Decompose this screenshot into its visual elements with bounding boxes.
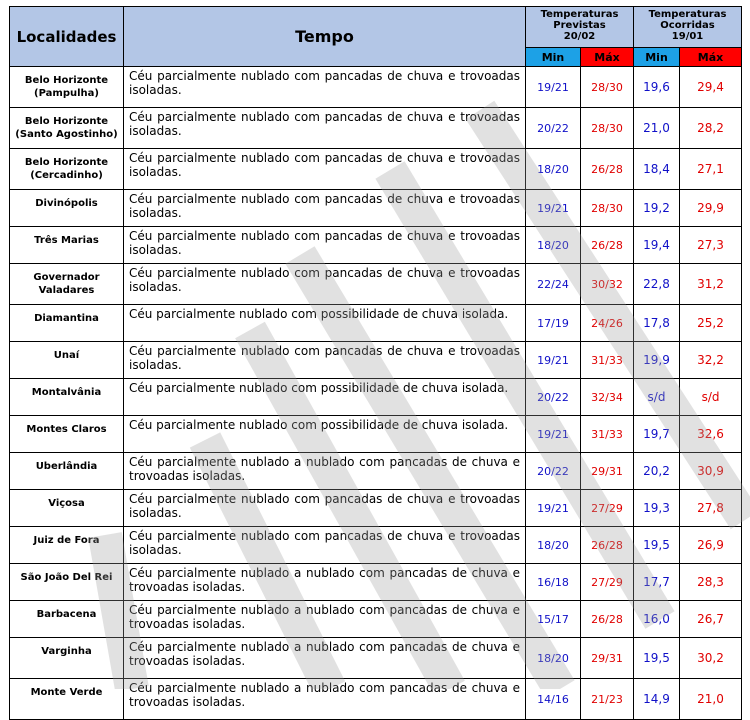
cell-prev-max: 27/29 [581,490,634,527]
cell-localidade [10,453,124,490]
cell-prev-max: 28/30 [581,67,634,108]
table-row [10,190,742,227]
cell-prev-min: 19/21 [526,67,581,108]
cell-occ-max: 21,0 [680,679,742,720]
table-row [10,527,742,564]
cell-occ-min: 21,0 [634,108,680,149]
table-row [10,564,742,601]
localidade-line1: Belo Horizonte [24,157,109,168]
cell-prev-max: 26/28 [581,527,634,564]
cell-prev-min: 22/24 [526,264,581,305]
cell-occ-max: 25,2 [680,305,742,342]
cell-occ-max: 27,1 [680,149,742,190]
cell-occ-min: 18,4 [634,149,680,190]
table-body [10,67,742,720]
cell-occ-min: s/d [634,379,680,416]
table-row [10,264,742,305]
cell-prev-min: 15/17 [526,601,581,638]
cell-localidade [10,379,124,416]
header-ocorridas-date: 19/01 [671,31,704,42]
cell-prev-min: 18/20 [526,227,581,264]
localidade-line1: São João Del Rei [20,572,113,583]
cell-prev-max: 24/26 [581,305,634,342]
table-row [10,490,742,527]
cell-prev-min: 18/20 [526,149,581,190]
cell-occ-max: 29,9 [680,190,742,227]
cell-occ-max: 29,4 [680,67,742,108]
cell-tempo: Céu parcialmente nublado com possibilidade de chuva isolada. [124,305,526,342]
cell-occ-min: 19,4 [634,227,680,264]
header-prev-max: Máx [581,48,634,67]
cell-localidade [10,342,124,379]
cell-occ-max: 32,2 [680,342,742,379]
header-previstas-line1: Temperaturas [540,9,619,20]
table-row [10,416,742,453]
localidade-line1: Três Marias [34,235,99,246]
cell-occ-min: 19,5 [634,527,680,564]
cell-prev-max: 21/23 [581,679,634,720]
cell-occ-min: 17,8 [634,305,680,342]
cell-prev-max: 27/29 [581,564,634,601]
cell-occ-min: 22,8 [634,264,680,305]
cell-occ-min: 16,0 [634,601,680,638]
cell-prev-min: 16/18 [526,564,581,601]
cell-occ-min: 19,6 [634,67,680,108]
cell-tempo: Céu parcialmente nublado com pancadas de chuva e trovoadas isoladas. [124,490,526,527]
cell-tempo: Céu parcialmente nublado a nublado com pancadas de chuva e trovoadas isoladas. [124,679,526,720]
localidade-line2: (Santo Agostinho) [15,129,118,140]
cell-tempo: Céu parcialmente nublado com pancadas de chuva e trovoadas isoladas. [124,527,526,564]
cell-tempo: Céu parcialmente nublado a nublado com pancadas de chuva e trovoadas isoladas. [124,453,526,490]
cell-prev-max: 29/31 [581,453,634,490]
table-row [10,679,742,720]
cell-occ-max: 27,3 [680,227,742,264]
cell-tempo: Céu parcialmente nublado com pancadas de chuva e trovoadas isoladas. [124,342,526,379]
table-row [10,342,742,379]
cell-occ-max: 26,7 [680,601,742,638]
localidade-line2: Valadares [38,285,95,296]
cell-localidade [10,527,124,564]
cell-prev-min: 20/22 [526,453,581,490]
cell-prev-min: 14/16 [526,679,581,720]
cell-prev-max: 28/30 [581,190,634,227]
forecast-table [9,6,742,720]
cell-tempo: Céu parcialmente nublado com pancadas de chuva e trovoadas isoladas. [124,149,526,190]
table-row [10,601,742,638]
header-previstas-date: 20/02 [563,31,596,42]
header-previstas [526,7,634,48]
cell-prev-max: 26/28 [581,227,634,264]
cell-tempo: Céu parcialmente nublado a nublado com pancadas de chuva e trovoadas isoladas. [124,564,526,601]
localidade-line1: Governador [33,272,100,283]
cell-occ-min: 19,5 [634,638,680,679]
cell-prev-max: 30/32 [581,264,634,305]
cell-localidade [10,190,124,227]
table-row [10,638,742,679]
cell-prev-min: 19/21 [526,342,581,379]
localidade-line1: Monte Verde [30,687,103,698]
localidade-line1: Juiz de Fora [33,535,100,546]
cell-occ-min: 14,9 [634,679,680,720]
cell-occ-max: 30,2 [680,638,742,679]
cell-localidade [10,679,124,720]
cell-localidade [10,305,124,342]
cell-prev-min: 19/21 [526,490,581,527]
cell-occ-max: s/d [680,379,742,416]
cell-occ-min: 19,3 [634,490,680,527]
cell-tempo: Céu parcialmente nublado com pancadas de chuva e trovoadas isoladas. [124,190,526,227]
cell-localidade [10,264,124,305]
cell-tempo: Céu parcialmente nublado a nublado com pancadas de chuva e trovoadas isoladas. [124,601,526,638]
table-row [10,108,742,149]
cell-occ-max: 30,9 [680,453,742,490]
cell-tempo: Céu parcialmente nublado a nublado com pancadas de chuva e trovoadas isoladas. [124,638,526,679]
cell-prev-min: 19/21 [526,190,581,227]
header-previstas-line2: Previstas [553,20,606,31]
cell-prev-max: 26/28 [581,149,634,190]
cell-prev-max: 31/33 [581,416,634,453]
cell-localidade [10,227,124,264]
header-ocorridas [634,7,742,48]
cell-prev-max: 26/28 [581,601,634,638]
localidade-line2: (Pampulha) [34,88,99,99]
cell-occ-min: 17,7 [634,564,680,601]
cell-occ-min: 19,9 [634,342,680,379]
localidade-line1: Unaí [53,350,80,361]
table-row [10,305,742,342]
cell-occ-min: 20,2 [634,453,680,490]
localidade-line2: (Cercadinho) [30,170,103,181]
header-tempo: Tempo [124,7,526,67]
cell-occ-max: 31,2 [680,264,742,305]
cell-localidade [10,149,124,190]
cell-prev-max: 31/33 [581,342,634,379]
localidade-line1: Uberlândia [35,461,98,472]
header-ocorridas-line2: Ocorridas [660,20,715,31]
header-prev-min: Min [526,48,581,67]
cell-tempo: Céu parcialmente nublado com pancadas de chuva e trovoadas isoladas. [124,67,526,108]
localidade-line1: Viçosa [48,498,85,509]
cell-tempo: Céu parcialmente nublado com possibilidade de chuva isolada. [124,379,526,416]
localidade-line1: Barbacena [36,609,97,620]
cell-localidade [10,601,124,638]
cell-prev-max: 32/34 [581,379,634,416]
cell-localidade [10,638,124,679]
cell-prev-min: 19/21 [526,416,581,453]
localidade-line1: Divinópolis [35,198,98,209]
cell-occ-max: 26,9 [680,527,742,564]
cell-occ-max: 27,8 [680,490,742,527]
header-occ-min: Min [634,48,680,67]
localidade-line1: Diamantina [34,313,99,324]
localidade-line1: Belo Horizonte [24,116,109,127]
cell-localidade [10,108,124,149]
cell-prev-max: 28/30 [581,108,634,149]
cell-localidade [10,416,124,453]
table-row [10,67,742,108]
cell-prev-min: 17/19 [526,305,581,342]
cell-prev-min: 20/22 [526,379,581,416]
header-occ-max: Máx [680,48,742,67]
cell-prev-min: 18/20 [526,527,581,564]
cell-occ-max: 28,2 [680,108,742,149]
header-localidades: Localidades [10,7,124,67]
cell-tempo: Céu parcialmente nublado com pancadas de chuva e trovoadas isoladas. [124,108,526,149]
table-row [10,149,742,190]
cell-localidade [10,564,124,601]
table-row [10,453,742,490]
cell-occ-max: 28,3 [680,564,742,601]
cell-prev-min: 18/20 [526,638,581,679]
cell-localidade [10,67,124,108]
localidade-line1: Varginha [41,646,92,657]
localidade-line1: Montes Claros [26,424,107,435]
cell-tempo: Céu parcialmente nublado com possibilidade de chuva isolada. [124,416,526,453]
localidade-line1: Belo Horizonte [24,75,109,86]
cell-tempo: Céu parcialmente nublado com pancadas de chuva e trovoadas isoladas. [124,227,526,264]
cell-occ-min: 19,7 [634,416,680,453]
cell-prev-max: 29/31 [581,638,634,679]
cell-prev-min: 20/22 [526,108,581,149]
header-ocorridas-line1: Temperaturas [648,9,727,20]
table-row [10,227,742,264]
table-row [10,379,742,416]
cell-tempo: Céu parcialmente nublado com pancadas de chuva e trovoadas isoladas. [124,264,526,305]
cell-occ-max: 32,6 [680,416,742,453]
cell-occ-min: 19,2 [634,190,680,227]
cell-localidade [10,490,124,527]
localidade-line1: Montalvânia [31,387,102,398]
